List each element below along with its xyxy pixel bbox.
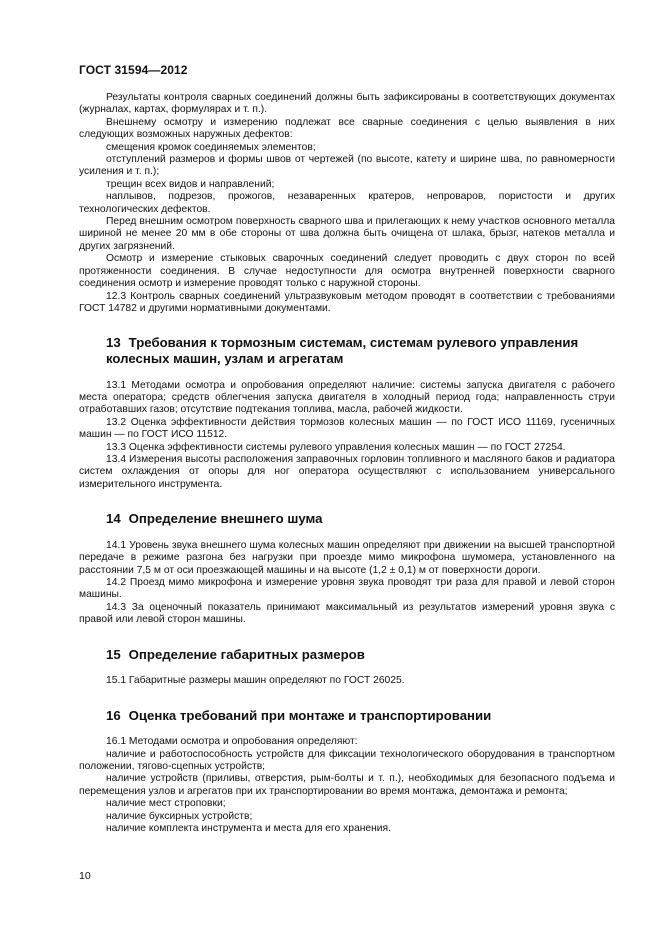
document-header: ГОСТ 31594—2012 [79, 63, 188, 77]
section-paragraph: 13.4 Измерения высоты расположения заправочных горловин топливного и масляного баков и радиатора систем охлаждения от опоры для ног оператора осуществляют с использованием универсального измерительного инструмента. [79, 453, 615, 490]
page-number: 10 [79, 870, 91, 882]
intro-paragraph: Результаты контроля сварных соединений должны быть зафиксированы в соответствующих документах (журналах, картах, формулярах и т. п.). [79, 92, 615, 116]
section-15 [79, 647, 615, 688]
intro-paragraph: смещения кромок соединяемых элементов; [106, 141, 316, 153]
page-content [79, 92, 615, 835]
section-16 [79, 708, 615, 836]
section-paragraph: 14.3 За оценочный показатель принимают максимальный из результатов измерений уровня звука с правой или левой сторон машины. [79, 601, 615, 626]
section-heading [79, 335, 615, 366]
section-number: 16 [106, 707, 121, 723]
section-paragraph: 16.1 Методами осмотра и опробования определяют: [106, 736, 358, 748]
intro-paragraph: Осмотр и измерение стыковых сварочных соединений следует проводить с двух сторон по всей протяженности соединения. В случае недоступности для осмотра внутренней поверхности сварного соединения осмотр и измерение проводят только с наружной стороны. [79, 253, 615, 290]
section-paragraph: наличие устройств (приливы, отверстия, рым-болты и т. п.), необходимых для безопасного подъема и перемещения узлов и агрегатов при их транспортировании во время монтажа, демонтажа и ремонта; [79, 773, 615, 797]
section-title-continued: колесных машин, узлам и агрегатам [106, 350, 344, 366]
section-paragraph: наличие комплекта инструмента и места для его хранения. [106, 823, 391, 835]
section-number: 15 [106, 646, 121, 662]
intro-paragraph: трещин всех видов и направлений; [106, 178, 275, 190]
section-number: 13 [106, 335, 121, 351]
section-paragraph: 13.2 Оценка эффективности действия тормозов колесных машин — по ГОСТ ИСО 11169, гусеничных машин — по ГОСТ ИСО 11512. [79, 416, 615, 441]
section-title: Определение внешнего шума [128, 511, 323, 527]
section-title: Оценка требований при монтаже и транспортировании [128, 707, 492, 723]
intro-paragraph: Перед внешним осмотром поверхность сварного шва и прилегающих к нему участков основного металла шириной не менее 20 мм в обе стороны от шва должна быть очищена от шлака, брызг, натеков металла и других загрязнений. [79, 216, 615, 252]
section-13 [79, 335, 615, 491]
section-heading [79, 647, 615, 663]
intro-section [79, 92, 615, 315]
section-paragraph: наличие мест строповки; [106, 798, 226, 810]
section-paragraph: наличие и работоспособность устройств для фиксации технологического оборудования в транспортном положении, тягово-сцепных устройств; [79, 748, 615, 772]
section-paragraph: 14.1 Уровень звука внешнего шума колесных машин определяют при движении на высшей транспортной передаче в режиме разгона без нагрузки при проезде мимо микрофона шумомера, установленного на расстоянии 7,5 м от оси проезжающей машины и на высоте (1,2 ± 0,1) м от поверхности дороги. [79, 539, 615, 576]
sections-container [79, 335, 615, 835]
section-heading [79, 511, 615, 527]
intro-paragraph: 12.3 Контроль сварных соединений ультразвуковым методом проводят в соответствии с требованиями ГОСТ 14782 и другими нормативными документами. [79, 290, 615, 314]
section-number: 14 [106, 511, 121, 527]
intro-paragraph: Внешнему осмотру и измерению подлежат все сварные соединения с целью выявления в них следующих возможных наружных дефектов: [79, 116, 615, 141]
section-paragraph: наличие буксирных устройств; [106, 810, 253, 822]
section-title: Определение габаритных размеров [128, 646, 365, 662]
section-14 [79, 511, 615, 626]
section-paragraph: 13.3 Оценка эффективности системы рулевого управления колесных машин — по ГОСТ 27254. [106, 441, 566, 453]
section-title: Требования к тормозным системам, системам рулевого управления [128, 335, 579, 351]
section-paragraph: 15.1 Габаритные размеры машин определяют по ГОСТ 26025. [106, 675, 405, 687]
intro-paragraph: наплывов, подрезов, прожогов, незаваренных кратеров, непроваров, пористости и других технологических дефектов. [79, 191, 615, 215]
intro-paragraph: отступлений размеров и формы швов от чертежей (по высоте, катету и ширине шва, по равномерности усиления и т. п.); [79, 154, 615, 178]
section-paragraph: 13.1 Методами осмотра и опробования определяют наличие: системы запуска двигателя с рабочего места оператора; средств облегчения запуска двигателя в холодный период года; направленность струи отработавших газов; отсутствие подтекания топлива, масла, рабочей жидкости. [79, 379, 615, 416]
section-heading [79, 708, 615, 724]
section-paragraph: 14.2 Проезд мимо микрофона и измерение уровня звука проводят три раза для правой и левой сторон машины. [79, 576, 615, 601]
